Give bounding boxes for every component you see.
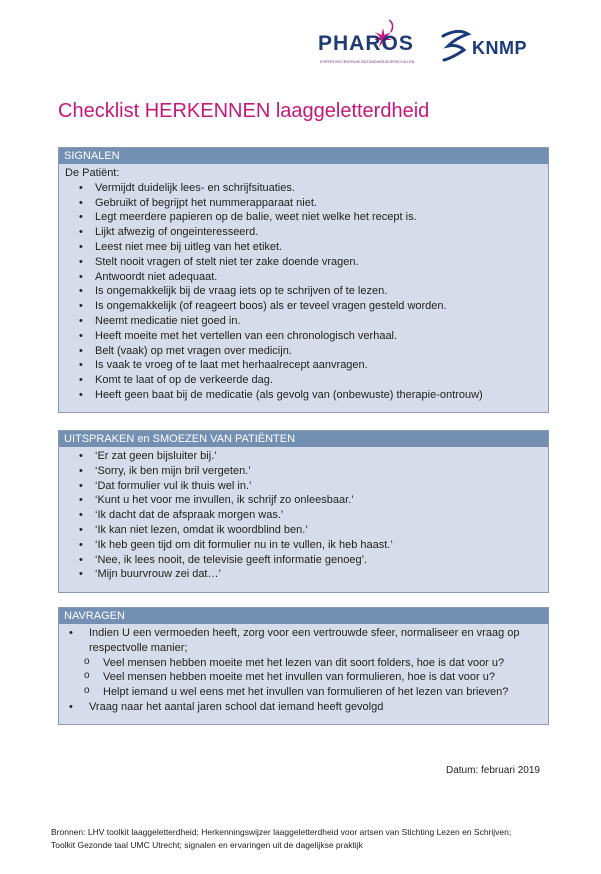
sub-list-item: o Veel mensen hebben moeite met het invullen van formulieren, hoe is dat voor u? (65, 670, 542, 685)
list-item: • ‘Er zat geen bijsluiter bij.’ (65, 449, 542, 464)
list-item: • ‘Ik dacht dat de afspraak morgen was.’ (65, 508, 542, 523)
list-item: • Belt (vaak) op met vragen over medicijn. (65, 344, 542, 359)
navragen-item1-line1: • Indien U een vermoeden heeft, zorg voor een vertrouwde sfeer, normaliseer en vraag op (89, 627, 520, 639)
list-item: • ‘Nee, ik lees nooit, de televisie geeft informatie genoeg’. (65, 553, 542, 568)
date-label: Datum: februari 2019 (446, 765, 540, 776)
list-item: • Is ongemakkelijk bij de vraag iets op te schrijven of te lezen. (65, 284, 542, 299)
sub-list-item: o Helpt iemand u wel eens met het invullen van formulieren of het lezen van brieven? (65, 685, 542, 700)
knmp-swoosh-icon (440, 28, 472, 64)
list-item: • Leest niet mee bij uitleg van het etiket. (65, 240, 542, 255)
uitspraken-list (65, 449, 542, 582)
signalen-heading: SIGNALEN (59, 148, 548, 164)
list-item: • Komt te laat of op de verkeerde dag. (65, 373, 542, 388)
sources-line-1: Bronnen: LHV toolkit laaggeletterdheid; Herkenningswijzer laaggeletterdheid voor artsen van Stichting Lezen en Schrijven; (51, 827, 512, 837)
navragen-heading: NAVRAGEN (59, 608, 548, 624)
list-item: • Is ongemakkelijk (of reageert boos) als er teveel vragen gesteld worden. (65, 299, 542, 314)
list-item: • Stelt nooit vragen of stelt niet ter zake doende vragen. (65, 255, 542, 270)
list-item: • Heeft geen baat bij de medicatie (als gevolg van (onbewuste) therapie-ontrouw) (65, 388, 542, 403)
sub-list-item: o Veel mensen hebben moeite met het lezen van dit soort folders, hoe is dat voor u? (65, 656, 542, 671)
list-item: • Heeft moeite met het vertellen van een chronologisch verhaal. (65, 329, 542, 344)
list-item: • Gebruikt of begrijpt het nummerapparaat niet. (65, 196, 542, 211)
list-item: • ‘Mijn buurvrouw zei dat…’ (65, 567, 542, 582)
page-title: Checklist HERKENNEN laaggeletterdheid (58, 100, 430, 122)
list-item: • ‘Sorry, ik ben mijn bril vergeten.’ (65, 464, 542, 479)
list-item (65, 626, 542, 656)
list-item: • Vraag naar het aantal jaren school dat iemand heeft gevolgd (65, 700, 542, 715)
signalen-section (58, 147, 549, 413)
list-item: • Is vaak te vroeg of te laat met herhaalrecept aanvragen. (65, 358, 542, 373)
pharos-subtitle: EXPERTISECENTRUM GEZONDHEIDSVERSCHILLEN (320, 60, 415, 64)
header-logos (316, 14, 556, 70)
navragen-section (58, 607, 549, 725)
signalen-list (65, 181, 542, 403)
list-item: • Neemt medicatie niet goed in. (65, 314, 542, 329)
pharos-logo (318, 18, 436, 68)
list-item: • ‘Kunt u het voor me invullen, ik schrijf zo onleesbaar.’ (65, 493, 542, 508)
uitspraken-heading: UITSPRAKEN en SMOEZEN VAN PATIËNTEN (59, 431, 548, 447)
signalen-intro: De Patiënt: (65, 167, 120, 179)
list-item: • Legt meerdere papieren op de balie, weet niet welke het recept is. (65, 210, 542, 225)
list-item: • ‘Dat formulier vul ik thuis wel in.’ (65, 479, 542, 494)
list-item: • Antwoordt niet adequaat. (65, 270, 542, 285)
sources-line-2: Toolkit Gezonde taal UMC Utrecht; signalen en ervaringen uit de dagelijkse praktijk (51, 839, 363, 850)
uitspraken-section (58, 430, 549, 593)
navragen-item1-line2: respectvolle manier; (89, 641, 188, 654)
list-item: • ‘Ik kan niet lezen, omdat ik woordblind ben.’ (65, 523, 542, 538)
sources-footer (51, 826, 571, 851)
list-item: • ‘Ik heb geen tijd om dit formulier nu in te vullen, ik heb haast.’ (65, 538, 542, 553)
knmp-logo (440, 24, 550, 64)
pharos-wordmark: PHAROS (318, 32, 414, 55)
knmp-wordmark: KNMP (472, 38, 527, 58)
navragen-list (65, 626, 542, 715)
list-item: • Vermijdt duidelijk lees- en schrijfsituaties. (65, 181, 542, 196)
list-item: • Lijkt afwezig of ongeinteresseerd. (65, 225, 542, 240)
